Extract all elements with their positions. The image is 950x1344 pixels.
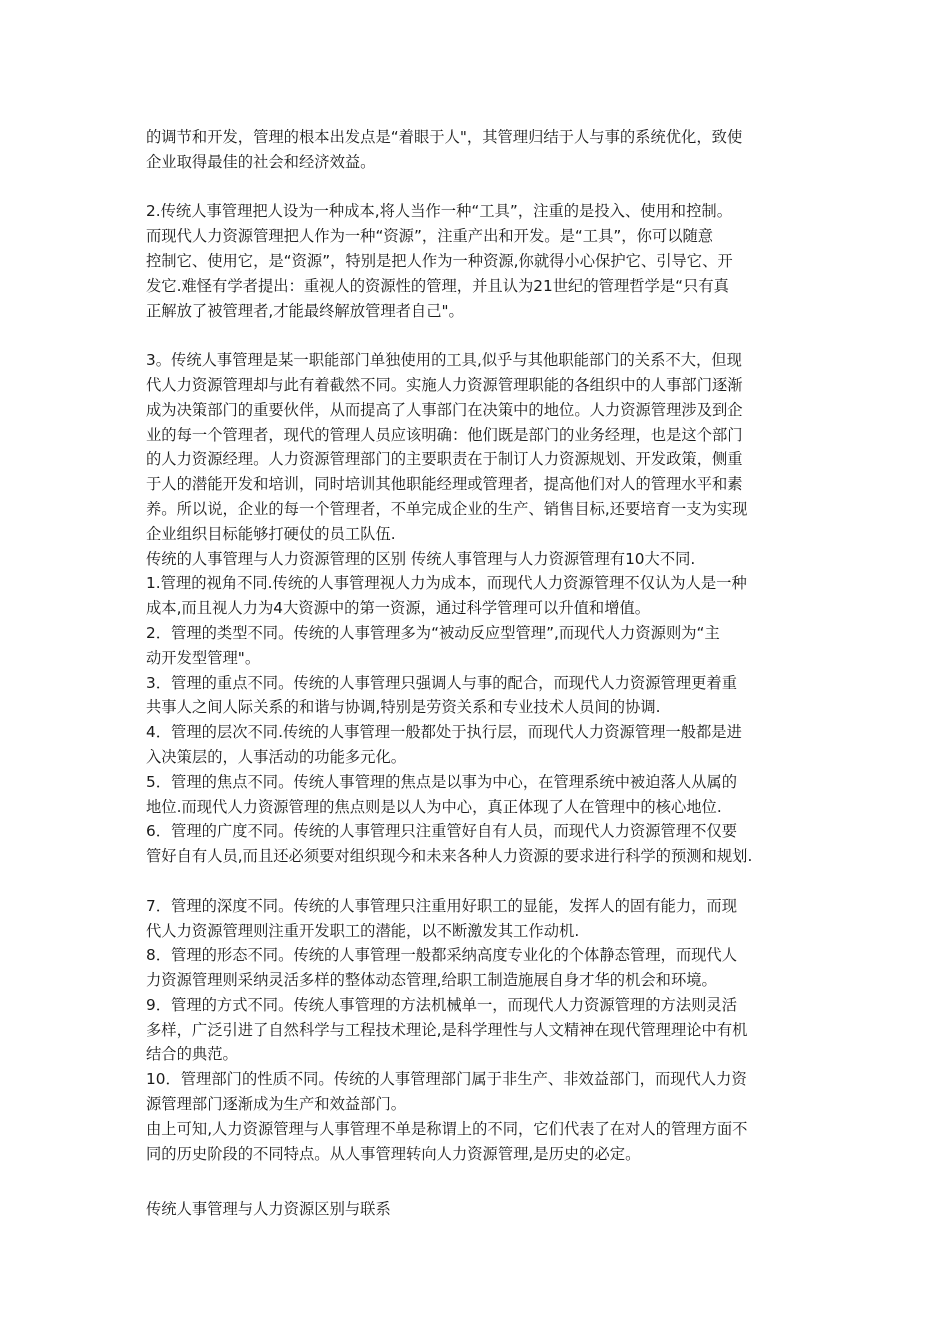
text-line: 7．管理的深度不同。传统的人事管理只注重用好职工的显能，发挥人的固有能力，而现 <box>146 896 738 915</box>
paragraph-gap <box>146 323 811 348</box>
paragraph-gap <box>146 869 811 894</box>
text-line: 成为决策部门的重要伙伴，从而提高了人事部门在决策中的地位。人力资源管理涉及到企 <box>146 400 743 419</box>
text-line: 8．管理的形态不同。传统的人事管理一般都采纳高度专业化的个体静态管理，而现代人 <box>146 946 738 965</box>
text-line: 控制它、使用它，是“资源”，特别是把人作为一种资源,你就得小心保护它、引导它、开 <box>146 251 733 270</box>
text-line: 共事人之间人际关系的和谐与协调,特别是劳资关系和专业技术人员间的协调. <box>146 698 661 717</box>
text-line: 养。所以说，企业的每一个管理者，不单完成企业的生产、销售目标,还要培育一支为实现 <box>146 499 748 518</box>
text-line: 地位.而现代人力资源管理的焦点则是以人为中心，真正体现了人在管理中的核心地位. <box>146 797 722 816</box>
document-body <box>146 125 811 1222</box>
text-line: 同的历史阶段的不同特点。从人事管理转向人力资源管理,是历史的必定。 <box>146 1144 641 1163</box>
text-line: 成本,而且视人力为4大资源中的第一资源，通过科学管理可以升值和增值。 <box>146 599 651 618</box>
text-line: 2.传统人事管理把人设为一种成本,将人当作一种“工具”，注重的是投入、使用和控制。 <box>146 202 732 221</box>
text-line: 3．管理的重点不同。传统的人事管理只强调人与事的配合，而现代人力资源管理更着重 <box>146 673 738 692</box>
text-line: 企业取得最佳的社会和经济效益。 <box>146 152 376 171</box>
text-line: 1.管理的视角不同.传统的人事管理视人力为成本，而现代人力资源管理不仅认为人是一种 <box>146 574 747 593</box>
text-line: 10．管理部门的性质不同。传统的人事管理部门属于非生产、非效益部门，而现代人力资 <box>146 1070 747 1089</box>
text-line: 3。传统人事管理是某一职能部门单独使用的工具,似乎与其他职能部门的关系不大，但现 <box>146 351 742 370</box>
text-line: 动开发型管理"。 <box>146 648 261 667</box>
text-line: 传统的人事管理与人力资源管理的区别 传统人事管理与人力资源管理有10大不同. <box>146 549 696 568</box>
text-line: 代人力资源管理却与此有着截然不同。实施人力资源管理职能的各组织中的人事部门逐渐 <box>146 375 743 394</box>
text-line: 6．管理的广度不同。传统的人事管理只注重管好自有人员，而现代人力资源管理不仅要 <box>146 822 738 841</box>
text-line: 力资源管理则采纳灵活多样的整体动态管理,给职工制造施展自身才华的机会和环境。 <box>146 971 717 990</box>
paragraph-gap <box>146 1166 811 1197</box>
paragraph-gap <box>146 175 811 200</box>
text-line: 2．管理的类型不同。传统的人事管理多为“被动反应型管理”,而现代人力资源则为“主 <box>146 623 720 642</box>
text-line: 于人的潜能开发和培训，同时培训其他职能经理或管理者，提高他们对人的管理水平和素 <box>146 475 743 494</box>
text-line: 发它.难怪有学者提出：重视人的资源性的管理，并且认为21世纪的管理哲学是“只有真 <box>146 276 729 295</box>
text-line: 源管理部门逐渐成为生产和效益部门。 <box>146 1095 407 1114</box>
text-line: 代人力资源管理则注重开发职工的潜能，以不断激发其工作动机. <box>146 921 580 940</box>
text-line: 的调节和开发，管理的根本出发点是“着眼于人"，其管理归结于人与事的系统优化，致使 <box>146 128 743 146</box>
text-line: 业的每一个管理者，现代的管理人员应该明确：他们既是部门的业务经理，也是这个部门 <box>146 425 743 444</box>
text-line: 5．管理的焦点不同。传统人事管理的焦点是以事为中心，在管理系统中被迫落人从属的 <box>146 772 738 791</box>
text-line: 而现代人力资源管理把人作为一种“资源”，注重产出和开发。是“工具”，你可以随意 <box>146 227 714 246</box>
text-line: 的人力资源经理。人力资源管理部门的主要职责在于制订人力资源规划、开发政策，侧重 <box>146 450 743 469</box>
text-line: 结合的典范。 <box>146 1045 238 1064</box>
text-line: 4．管理的层次不同.传统的人事管理一般都处于执行层，而现代人力资源管理一般都是进 <box>146 723 742 742</box>
section-heading: 传统人事管理与人力资源区别与联系 <box>146 1200 391 1219</box>
text-line: 由上可知,人力资源管理与人事管理不单是称谓上的不同，它们代表了在对人的管理方面不 <box>146 1119 748 1138</box>
text-line: 9．管理的方式不同。传统人事管理的方法机械单一，而现代人力资源管理的方法则灵活 <box>146 995 738 1014</box>
text-line: 多样，广泛引进了自然科学与工程技术理论,是科学理性与人文精神在现代管理理论中有机 <box>146 1020 748 1039</box>
text-line: 入决策层的，人事活动的功能多元化。 <box>146 747 407 766</box>
text-line: 企业组织目标能够打硬仗的员工队伍. <box>146 524 396 543</box>
text-line: 正解放了被管理者,才能最终解放管理者自己"。 <box>146 301 464 320</box>
text-line: 管好自有人员,而且还必须要对组织现今和未来各种人力资源的要求进行科学的预测和规划. <box>146 847 753 866</box>
